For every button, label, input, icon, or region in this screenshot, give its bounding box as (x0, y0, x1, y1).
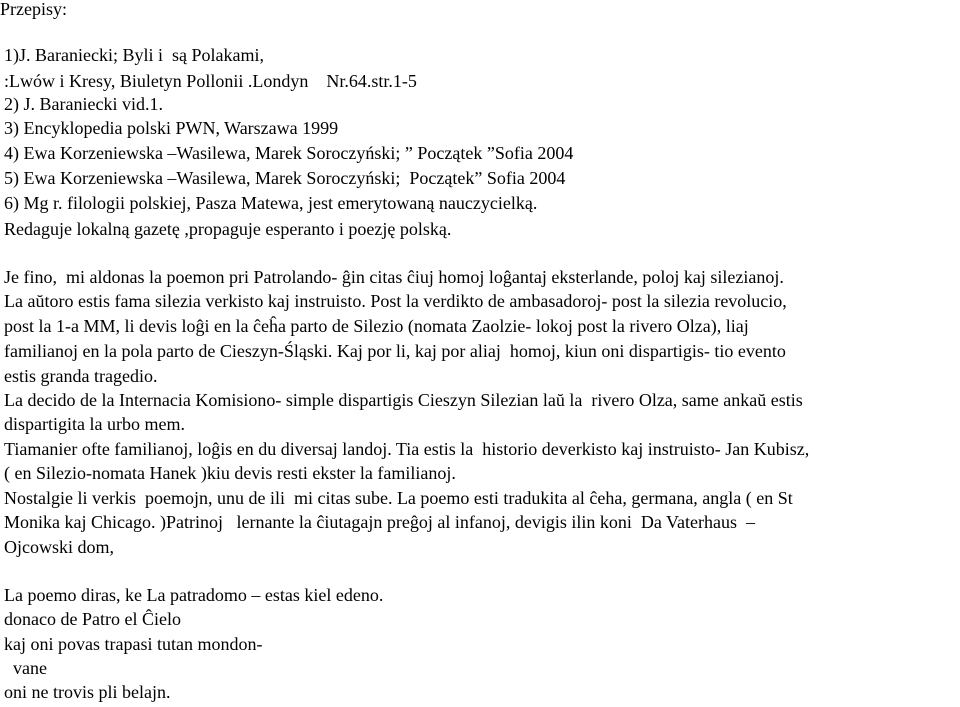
reference-line: Redaguje lokalną gazetę ,propaguje esperanto i poezję polską. (4, 219, 452, 239)
body-line: familianoj en la pola parto de Cieszyn-Śląski. Kaj por li, kaj por aliaj homoj, kiun oni dispartigis- tio evento (4, 341, 786, 361)
reference-line: 5) Ewa Korzeniewska –Wasilewa, Marek Soroczyński; Początek” Sofia 2004 (4, 168, 566, 188)
body-line: estis granda tragedio. (4, 366, 158, 386)
body-line: Nostalgie li verkis poemojn, unu de ili mi citas sube. La poemo esti tradukita al ĉeha, germana, angla ( en St (4, 488, 793, 508)
body-line: Ojcowski dom, (4, 537, 114, 557)
reference-line: 1)J. Baraniecki; Byli i są Polakami, (4, 45, 264, 65)
body-line: ( en Silezio-nomata Hanek )kiu devis resti ekster la familianoj. (4, 463, 456, 483)
poem-line: donaco de Patro el Ĉielo (4, 609, 181, 629)
reference-line: 4) Ewa Korzeniewska –Wasilewa, Marek Soroczyński; ” Początek ”Sofia 2004 (4, 143, 574, 163)
poem-line: vane (4, 658, 47, 678)
body-line: Tiamanier ofte familianoj, loĝis en du diversaj landoj. Tia estis la historio deverkisto kaj instruisto- Jan Kubisz, (4, 439, 810, 459)
heading: Przepisy: (0, 0, 67, 19)
body-line: La decido de la Internacia Komisiono- simple dispartigis Cieszyn Silezian laŭ la rivero Olza, same ankaŭ estis (4, 390, 803, 410)
reference-line: :Lwów i Kresy, Biuletyn Pollonii .Londyn Nr.64.str.1-5 (4, 71, 417, 91)
reference-line: 6) Mg r. filologii polskiej, Pasza Matewa, jest emerytowaną nauczycielką. (4, 193, 538, 213)
reference-line: 3) Encyklopedia polski PWN, Warszawa 1999 (4, 118, 339, 138)
poem-line: La poemo diras, ke La patradomo – estas kiel edeno. (4, 585, 384, 605)
body-line: Je fino, mi aldonas la poemon pri Patrolando- ĝin citas ĉiuj homoj loĝantaj eksterlande, poloj kaj silezianoj. (4, 267, 784, 287)
reference-line: 2) J. Baraniecki vid.1. (4, 94, 163, 114)
body-line: La aŭtoro estis fama silezia verkisto kaj instruisto. Post la verdikto de ambasadoroj- post la silezia revolucio, (4, 291, 787, 311)
poem-line: kaj oni povas trapasi tutan mondon- (4, 634, 263, 654)
body-line: dispartigita la urbo mem. (4, 414, 185, 434)
body-line: post la 1-a MM, li devis loĝi en la ĉeĥa parto de Silezio (nomata Zaolzie- lokoj post la rivero Olza), liaj (4, 316, 749, 336)
body-line: Monika kaj Chicago. )Patrinoj lernante la ĉiutagajn preĝoj al infanoj, devigis ilin koni Da Vaterhaus – (4, 512, 755, 532)
poem-line: oni ne trovis pli belajn. (4, 682, 171, 702)
